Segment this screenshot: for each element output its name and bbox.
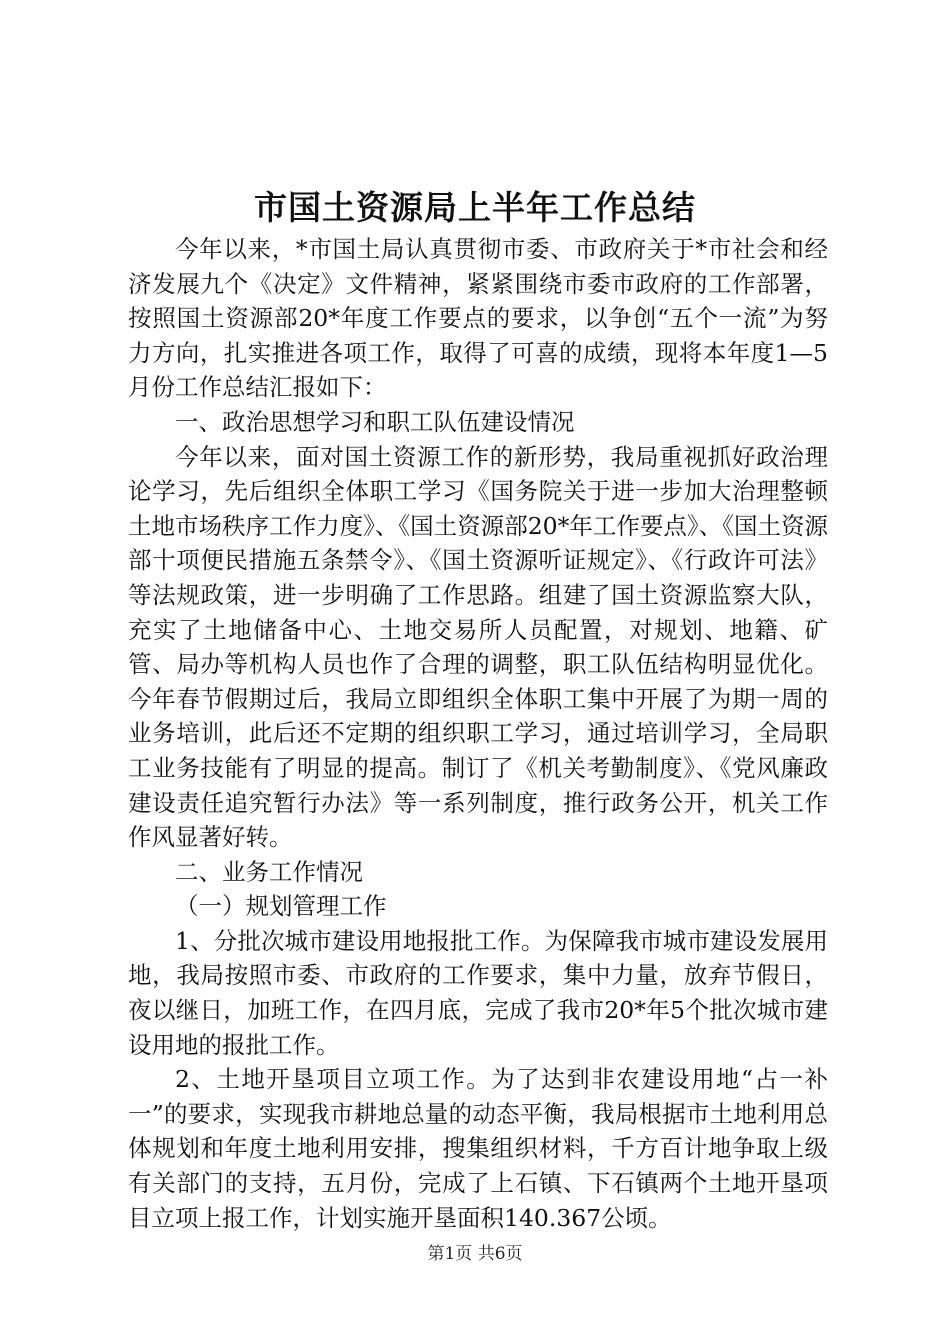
subsection-heading-planning: （一）规划管理工作	[175, 892, 387, 921]
section-heading-2: 二、业务工作情况	[175, 857, 363, 886]
intro-paragraph: 今年以来，*市国土局认真贯彻市委、市政府关于*市社会和经济发展九个《决定》文件精神，紧紧围绕市委市政府的工作部署，按照国土资源部20*年度工作要点的要求，以争创“五个一流”为努力方向，扎实推进各项工作，取得了可喜的成绩，现将本年度1—5月份工作总结汇报如下：	[128, 235, 828, 402]
item-1-paragraph: 1、分批次城市建设用地报批工作。为保障我市城市建设发展用地，我局按照市委、市政府的工作要求，集中力量，放弃节假日，夜以继日，加班工作，在四月底，完成了我市20*年5个批次城市建设用地的报批工作。	[128, 926, 828, 1059]
item-2-paragraph: 2、土地开垦项目立项工作。为了达到非农建设用地“占一补一”的要求，实现我市耕地总量的动态平衡，我局根据市土地利用总体规划和年度土地利用安排，搜集组织材料，千方百计地争取上级有关部门的支持，五月份，完成了上石镇、下石镇两个土地开垦项目立项上报工作，计划实施开垦面积140.367公顷。	[128, 1065, 828, 1232]
document-body	[128, 232, 828, 1235]
document-title: 市国土资源局上半年工作总结	[254, 188, 696, 227]
section-heading-1: 一、政治思想学习和职工队伍建设情况	[175, 407, 575, 436]
section-1-paragraph: 今年以来，面对国土资源工作的新形势，我局重视抓好政治理论学习，先后组织全体职工学习《国务院关于进一步加大治理整顿土地市场秩序工作力度》、《国土资源部20*年工作要点》、《国土资源部十项便民措施五条禁令》、《国土资源听证规定》、《行政许可法》等法规政策，进一步明确了工作思路。组建了国土资源监察大队，充实了土地储备中心、土地交易所人员配置，对规划、地籍、矿管、局办等机构人员也作了合理的调整，职工队伍结构明显优化。今年春节假期过后，我局立即组织全体职工集中开展了为期一周的业务培训，此后还不定期的组织职工学习，通过培训学习，全局职工业务技能有了明显的提高。制订了《机关考勤制度》、《党风廉政建设责任追究暂行办法》等一系列制度，推行政务公开，机关工作作风显著好转。	[128, 442, 828, 852]
page-number-footer: 第1页 共6页	[427, 1244, 523, 1264]
